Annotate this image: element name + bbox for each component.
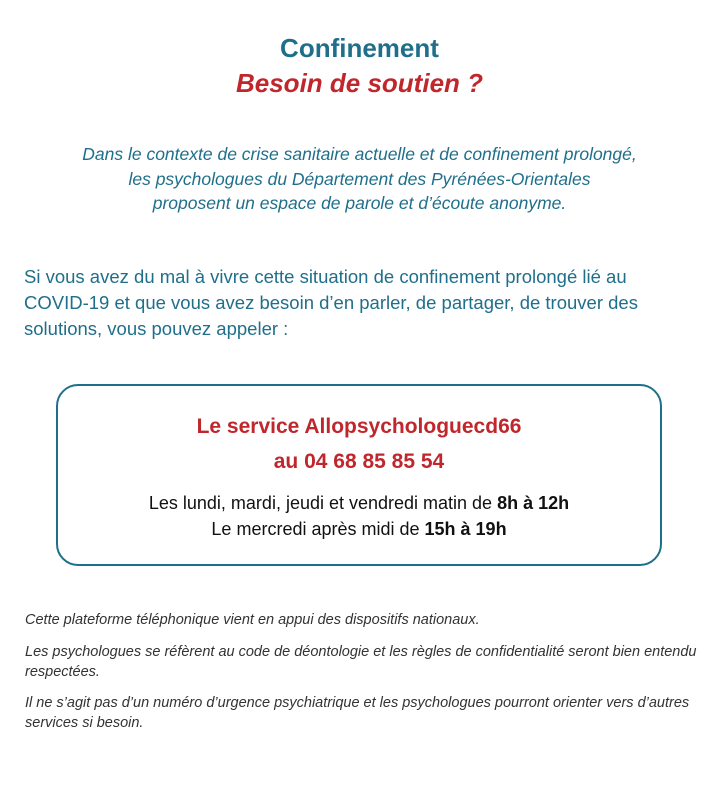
note-text: Les psychologues se réfèrent au code de déontologie et les règles de confidentialité seront bien entendu respectées.: [25, 644, 697, 680]
hours-text: Le mercredi après midi de: [211, 519, 425, 539]
service-name: Le service Allopsychologuecd66: [196, 415, 522, 438]
note-deontology: [25, 642, 705, 682]
body-paragraph: [24, 264, 714, 342]
note-text: Cette plateforme téléphonique vient en appui des dispositifs nationaux.: [25, 612, 480, 628]
intro-line: Dans le contexte de crise sanitaire actuelle et de confinement prolongé,: [82, 144, 637, 164]
hours-text: Les lundi, mardi, jeudi et vendredi matin de: [148, 493, 498, 513]
body-line: Si vous avez du mal à vivre cette situation de confinement prolongé lié au: [24, 266, 627, 287]
page-title: Confinement: [280, 33, 439, 63]
body-line: COVID-19 et que vous avez besoin d’en parler, de partager, de trouver des: [24, 292, 638, 313]
service-box: [56, 384, 662, 566]
hours-line-weekdays: [58, 493, 660, 514]
intro-paragraph: [0, 142, 719, 216]
page-subtitle: Besoin de soutien ?: [235, 68, 484, 98]
body-line: solutions, vous pouvez appeler :: [24, 318, 289, 339]
note-text: Il ne s’agit pas d’un numéro d’urgence psychiatrique et les psychologues pourront orienter vers d’autres services si besoin.: [25, 695, 690, 731]
hours-time: 8h à 12h: [497, 493, 570, 513]
note-not-emergency: [25, 693, 705, 733]
intro-line: les psychologues du Département des Pyrénées-Orientales: [128, 168, 591, 189]
note-platform: [25, 610, 705, 630]
hours-time: 15h à 19h: [424, 519, 507, 539]
intro-line: proposent un espace de parole et d’écoute anonyme.: [152, 193, 567, 213]
service-phone: au 04 68 85 85 54: [273, 450, 445, 473]
hours-line-wednesday: [58, 519, 660, 540]
